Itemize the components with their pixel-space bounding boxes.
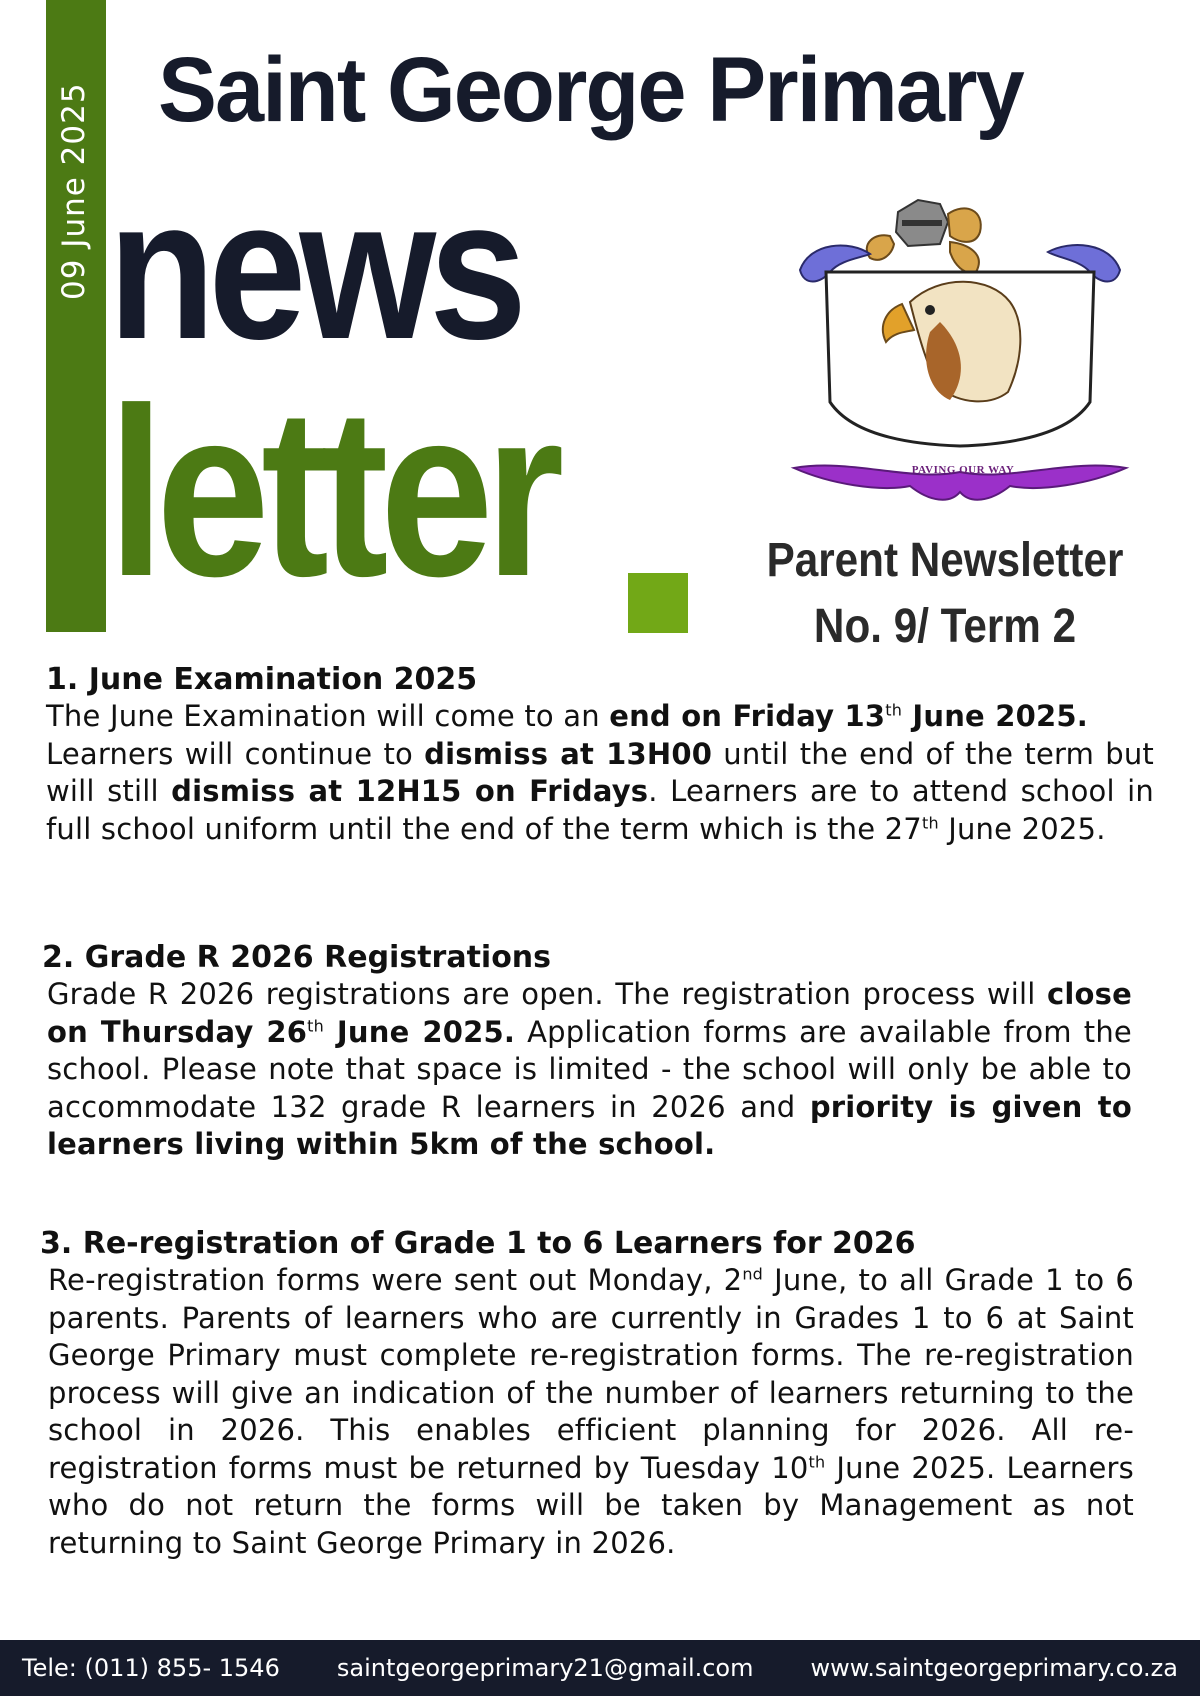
section-re-registration (40, 1226, 1134, 1562)
ordinal: th (808, 1451, 826, 1471)
text: June 2025. Learners who do not return the forms will be taken by Management as not returning to Saint George Primary in 2026. (48, 1450, 1134, 1560)
emphasis: end on Friday 13 (609, 699, 886, 733)
emphasis: close on Thursday 26 (47, 977, 1132, 1049)
contact-footer (0, 1640, 1200, 1696)
emphasis: June 2025. (902, 699, 1088, 733)
section-paragraph (40, 1262, 1134, 1562)
text: . Learners are to attend school in full school uniform until the end of the term which is the 27 (46, 774, 1154, 846)
section-title: 3. Re-registration of Grade 1 to 6 Learners for 2026 (40, 1226, 916, 1261)
emphasis: dismiss at 12H15 on Fridays (171, 774, 649, 808)
section-paragraph (42, 976, 1132, 1164)
section-title: 2. Grade R 2026 Registrations (42, 940, 552, 975)
text: June, to all Grade 1 to 6 parents. Parents of learners who are currently in Grades 1 to 6 at Saint George Primary must complete re-registration forms. The re-registration process will give an indication of the number of learners returning to the school in 2026. This enables efficient planning for 2026. All re-registration forms must be returned by Tuesday 10 (48, 1263, 1135, 1485)
ordinal: th (885, 700, 903, 720)
ordinal: th (921, 812, 939, 832)
footer-website[interactable]: www.saintgeorgeprimary.co.za (810, 1654, 1178, 1682)
ordinal: nd (742, 1264, 764, 1284)
text: Grade R 2026 registrations are open. The registration process will (47, 977, 1048, 1011)
issue-date: 09 June 2025 (56, 82, 92, 300)
newsletter-line-2: No. 9/ Term 2 (813, 600, 1077, 653)
masthead-dot (628, 573, 688, 633)
emphasis: dismiss at 13H00 (424, 736, 713, 771)
text: Learners will continue to (46, 736, 425, 771)
text: June 2025. (938, 811, 1106, 846)
newsletter-number (765, 528, 1126, 660)
text: The June Examination will come to an (46, 699, 610, 733)
ordinal: th (307, 1015, 324, 1035)
footer-phone[interactable]: Tele: (011) 855- 1546 (22, 1654, 280, 1682)
section-paragraph (46, 736, 1154, 849)
section-june-exam (46, 662, 1154, 848)
crest-motto: PAVING OUR WAY (911, 464, 1015, 476)
section-title: 1. June Examination 2025 (46, 662, 478, 697)
footer-email[interactable]: saintgeorgeprimary21@gmail.com (336, 1654, 754, 1682)
school-name: Saint George Primary (158, 39, 1023, 141)
section-paragraph (46, 698, 1154, 736)
masthead-news: news (108, 158, 521, 381)
text: until the end of the term but will still (46, 736, 1154, 808)
emphasis: June 2025. (323, 1014, 516, 1049)
emphasis: priority is given to learners living within 5km of the school. (47, 1089, 1132, 1161)
text: Re-registration forms were sent out Monday, 2 (48, 1263, 743, 1297)
section-grade-r-registrations (42, 940, 1132, 1164)
text: Application forms are available from the school. Please note that space is limited - the school will only be able to accommodate 132 grade R learners in 2026 and (47, 1014, 1132, 1124)
masthead-letter: letter (108, 358, 556, 626)
newsletter-line-1: Parent Newsletter (766, 534, 1124, 587)
